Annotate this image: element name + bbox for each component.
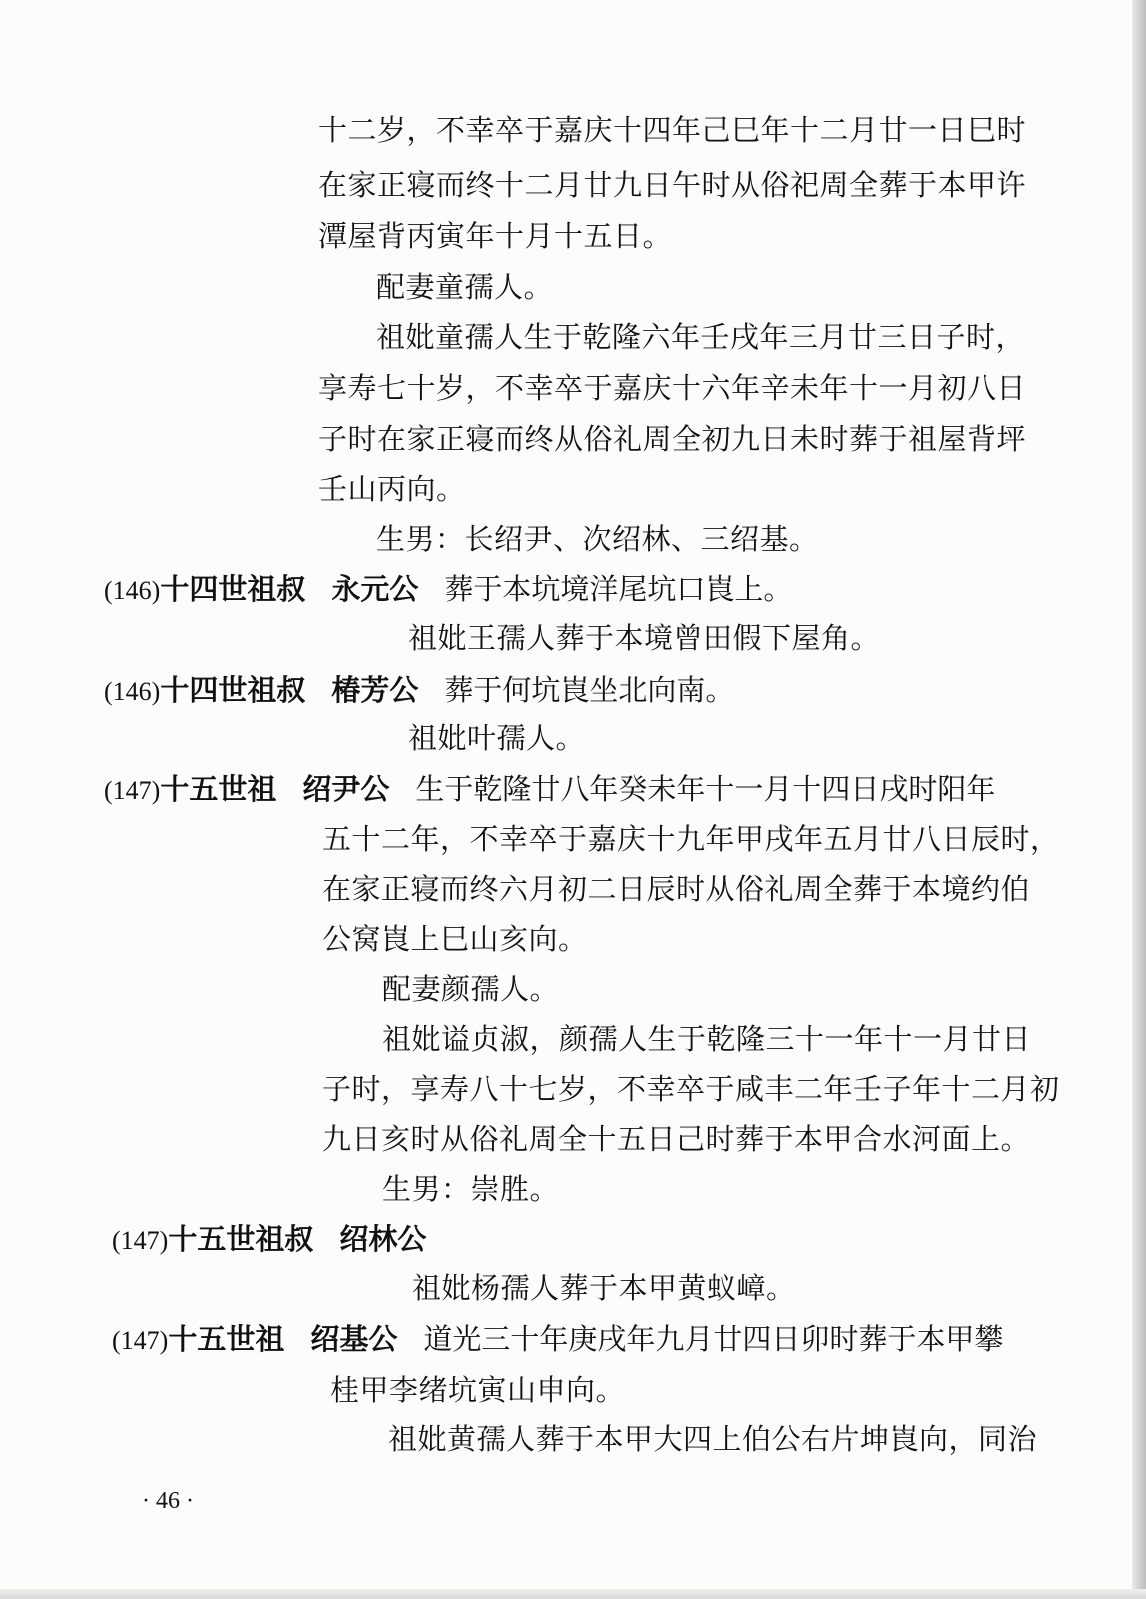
text-line: 享寿七十岁，不幸卒于嘉庆十六年辛未年十一月初八日 [318,371,1027,405]
entry-generation: 十四世祖叔 [160,572,306,606]
entry-heading [112,1221,426,1259]
text-line: 九日亥时从俗礼周全十五日己时葬于本甲合水河面上。 [322,1122,1031,1156]
text-line: 十二岁，不幸卒于嘉庆十四年己巳年十二月廿一日巳时 [318,113,1027,147]
scan-edge [1132,0,1146,1599]
entry-description: 葬于本坑境洋尾坑口崀上。 [444,572,793,606]
entry-number: (147) [104,776,161,805]
page-number: · 46 · [142,1488,194,1514]
text-line: 子时在家正寝而终从俗礼周全初九日未时葬于祖屋背坪 [318,422,1027,456]
entry-heading [104,771,995,809]
text-line: 祖妣王孺人葬于本境曾田假下屋角。 [408,621,881,655]
text-line: 祖妣黄孺人葬于本甲大四上伯公右片坤崀向，同治 [388,1422,1038,1456]
text-line: 生男：长绍尹、次绍林、三绍基。 [376,522,819,556]
text-line: 桂甲李绪坑寅山申向。 [330,1373,626,1407]
text-line: 潭屋背丙寅年十月十五日。 [318,219,673,253]
entry-name: 绍基公 [310,1322,398,1356]
scan-edge [0,1589,1146,1599]
entry-generation: 十五世祖 [168,1322,285,1356]
entry-number: (146) [104,677,161,706]
entry-description: 葬于何坑崀坐北向南。 [444,673,735,707]
entry-description: 生于乾隆廿八年癸未年十一月十四日戌时阳年 [415,772,996,806]
text-line: 祖妣叶孺人。 [408,721,586,755]
entry-heading [112,1321,1003,1359]
entry-number: (146) [104,576,161,605]
text-line: 生男：崇胜。 [382,1172,560,1206]
entry-number: (147) [112,1326,169,1355]
entry-heading [104,672,734,710]
text-line: 公窝崀上巳山亥向。 [322,922,588,956]
entry-name: 椿芳公 [331,673,419,707]
entry-heading [104,571,792,609]
entry-name: 绍尹公 [302,772,390,806]
text-line: 祖妣童孺人生于乾隆六年壬戌年三月廿三日子时， [376,320,1026,354]
text-line: 配妻童孺人。 [376,270,554,304]
text-line: 在家正寝而终十二月廿九日午时从俗祀周全葬于本甲许 [318,168,1027,202]
text-line: 祖妣杨孺人葬于本甲黄蚁嶂。 [412,1271,796,1305]
text-line: 子时，享寿八十七岁，不幸卒于咸丰二年壬子年十二月初 [322,1072,1060,1106]
text-line: 配妻颜孺人。 [382,972,560,1006]
entry-name: 永元公 [331,572,419,606]
text-line: 祖妣谥贞淑，颜孺人生于乾隆三十一年十一月廿日 [382,1022,1032,1056]
text-line: 五十二年，不幸卒于嘉庆十九年甲戌年五月廿八日辰时， [322,822,1060,856]
entry-number: (147) [112,1226,169,1255]
text-line: 在家正寝而终六月初二日辰时从俗礼周全葬于本境约伯 [322,872,1031,906]
text-line: 壬山丙向。 [318,472,466,506]
entry-generation: 十五世祖 [160,772,277,806]
entry-name: 绍林公 [339,1222,427,1256]
entry-description: 道光三十年庚戌年九月廿四日卯时葬于本甲攀 [423,1322,1004,1356]
entry-generation: 十五世祖叔 [168,1222,314,1256]
entry-generation: 十四世祖叔 [160,673,306,707]
